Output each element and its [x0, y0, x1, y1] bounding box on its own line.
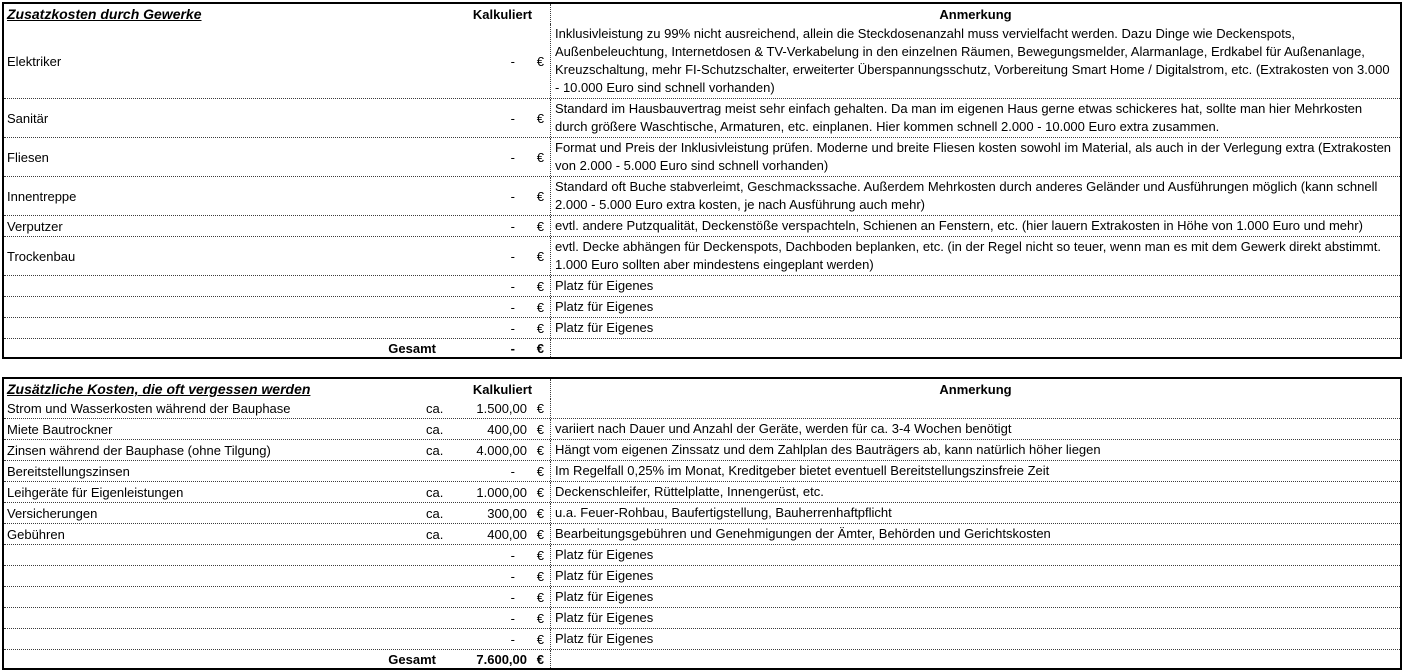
ca-cell[interactable]	[417, 297, 455, 317]
note-text: Platz für Eigenes	[555, 610, 654, 625]
ca-label: ca.	[426, 401, 444, 416]
row-label-cell[interactable]	[4, 216, 417, 236]
amount-cell[interactable]	[455, 440, 550, 460]
note-text: Platz für Eigenes	[555, 589, 654, 604]
ca-cell[interactable]	[417, 545, 455, 565]
note-text: evtl. Decke abhängen für Deckenspots, Dachboden beplanken, etc. (in der Regel nicht so teuer, wenn man es mit dem Gewerk direkt abstimmt. 1.000 Euro sollten aber mindestens eingeplant werden)	[555, 239, 1381, 272]
note-cell[interactable]	[550, 482, 1400, 502]
row-label: Sanitär	[7, 110, 49, 126]
row-label-cell[interactable]	[4, 524, 417, 544]
table-row	[4, 502, 1400, 523]
ca-cell[interactable]	[417, 503, 455, 523]
total-label: Gesamt	[388, 340, 436, 356]
note-text: Bearbeitungsgebühren und Genehmigungen der Ämter, Behörden und Gerichtskosten	[555, 526, 1051, 541]
ca-cell[interactable]	[417, 482, 455, 502]
amount-value: -	[510, 278, 515, 294]
amount-cell[interactable]	[455, 608, 550, 628]
table-row	[4, 98, 1400, 137]
kalkuliert-column-header[interactable]: Kalkuliert	[472, 381, 533, 397]
total-amount-cell[interactable]	[455, 339, 550, 357]
row-label: Zinsen während der Bauphase (ohne Tilgung)	[7, 442, 271, 458]
amount-cell[interactable]	[455, 216, 550, 236]
row-label: Trockenbau	[7, 248, 76, 264]
table-row	[4, 481, 1400, 502]
note-cell[interactable]	[550, 524, 1400, 544]
ca-cell[interactable]	[417, 237, 455, 275]
row-label: Bereitstellungszinsen	[7, 463, 130, 479]
note-cell[interactable]	[550, 318, 1400, 338]
amount-cell[interactable]	[455, 276, 550, 296]
euro-sign: €	[536, 421, 544, 437]
table-row	[4, 399, 1400, 418]
euro-sign: €	[536, 463, 544, 479]
row-label: Gebühren	[7, 526, 65, 542]
euro-sign: €	[536, 547, 544, 563]
ca-cell[interactable]	[417, 276, 455, 296]
amount-value: 1.000,00	[476, 484, 527, 500]
table-row	[4, 460, 1400, 481]
note-cell[interactable]	[550, 503, 1400, 523]
row-label-cell[interactable]	[4, 276, 417, 296]
vergessene-kosten-table	[2, 377, 1402, 670]
amount-cell[interactable]	[455, 419, 550, 439]
note-cell[interactable]	[550, 399, 1400, 418]
anmerkung-column-header[interactable]: Anmerkung	[550, 379, 1400, 399]
note-cell[interactable]	[550, 297, 1400, 317]
euro-sign: €	[536, 149, 544, 165]
amount-cell[interactable]	[455, 399, 550, 418]
note-text: Im Regelfall 0,25% im Monat, Kreditgeber bietet eventuell Bereitstellungszinsfreie Zeit	[555, 463, 1050, 478]
ca-cell[interactable]	[417, 177, 455, 215]
row-label-cell[interactable]	[4, 99, 417, 137]
amount-value: 4.000,00	[476, 442, 527, 458]
table-title-cell[interactable]	[4, 379, 455, 399]
amount-cell[interactable]	[455, 297, 550, 317]
note-cell[interactable]	[550, 276, 1400, 296]
table-row	[4, 296, 1400, 317]
amount-value: -	[510, 248, 515, 264]
row-label-cell[interactable]	[4, 138, 417, 176]
amount-value: -	[510, 299, 515, 315]
row-label-cell[interactable]	[4, 419, 417, 439]
row-label: Miete Bautrockner	[7, 421, 113, 437]
amount-cell[interactable]	[455, 545, 550, 565]
euro-sign: €	[536, 631, 544, 647]
kalkuliert-column-header[interactable]: Kalkuliert	[472, 6, 533, 22]
euro-sign: €	[536, 568, 544, 584]
row-label-cell[interactable]	[4, 237, 417, 275]
amount-cell[interactable]	[455, 237, 550, 275]
amount-value: -	[510, 110, 515, 126]
table-row	[4, 439, 1400, 460]
note-text: Deckenschleifer, Rüttelplatte, Innengerüst, etc.	[555, 484, 824, 499]
note-text: Platz für Eigenes	[555, 299, 654, 314]
total-note-cell[interactable]	[550, 650, 1400, 668]
total-note-cell[interactable]	[550, 339, 1400, 357]
table-row	[4, 565, 1400, 586]
amount-cell[interactable]	[455, 99, 550, 137]
ca-label: ca.	[426, 484, 444, 500]
note-text: Inklusivleistung zu 99% nicht ausreichend, allein die Steckdosenanzahl muss vervielfacht werden. Dazu Dinge wie Deckenspots, Außenbeleuchtung, Internetdosen & TV-Verkabelung in den einzelnen Räumen, Bewegungsmelder, Alarmanlage, Erdkabel für Außenanlage, Kreuzschaltung, mehr FI-Schutzschalter, erweiterter Überspannungsschutz, Vorbereitung Smart Home / Digitalstrom, etc. (Extrakosten von 3.000 - 10.000 Euro sind schnell vorhanden)	[555, 26, 1390, 95]
ca-label: ca.	[426, 505, 444, 521]
row-label-cell[interactable]	[4, 297, 417, 317]
amount-cell[interactable]	[455, 177, 550, 215]
row-label: Versicherungen	[7, 505, 98, 521]
amount-value: -	[510, 218, 515, 234]
euro-sign: €	[536, 188, 544, 204]
amount-value: 400,00	[487, 421, 527, 437]
euro-sign: €	[536, 248, 544, 264]
table-row	[4, 418, 1400, 439]
row-label: Elektriker	[7, 53, 62, 69]
row-label-cell[interactable]	[4, 503, 417, 523]
row-label-cell[interactable]	[4, 399, 417, 418]
euro-sign: €	[536, 484, 544, 500]
note-cell[interactable]	[550, 545, 1400, 565]
amount-value: -	[510, 463, 515, 479]
note-text: Platz für Eigenes	[555, 547, 654, 562]
amount-value: -	[510, 53, 515, 69]
amount-value: 1.500,00	[476, 401, 527, 416]
amount-value: 400,00	[487, 526, 527, 542]
ca-cell[interactable]	[417, 399, 455, 418]
table-row	[4, 275, 1400, 296]
ca-cell[interactable]	[417, 587, 455, 607]
euro-sign: €	[536, 110, 544, 126]
row-label: Fliesen	[7, 149, 49, 165]
row-label-cell[interactable]	[4, 629, 417, 649]
amount-value: -	[510, 568, 515, 584]
total-label: Gesamt	[388, 651, 436, 667]
note-text: Hängt vom eigenen Zinssatz und dem Zahlplan des Bauträgers ab, kann natürlich höher liegen	[555, 442, 1101, 457]
table-row	[4, 544, 1400, 565]
ca-label: ca.	[426, 421, 444, 437]
anmerkung-column-header[interactable]: Anmerkung	[550, 4, 1400, 24]
ca-cell[interactable]	[417, 318, 455, 338]
table-row	[4, 215, 1400, 236]
note-cell[interactable]	[550, 440, 1400, 460]
note-cell[interactable]	[550, 608, 1400, 628]
amount-cell[interactable]	[455, 503, 550, 523]
table-title: Zusätzliche Kosten, die oft vergessen werden	[7, 381, 311, 397]
ca-cell[interactable]	[417, 524, 455, 544]
ca-cell[interactable]	[417, 99, 455, 137]
amount-value: -	[510, 589, 515, 605]
amount-value: -	[510, 188, 515, 204]
note-cell[interactable]	[550, 138, 1400, 176]
row-label-cell[interactable]	[4, 587, 417, 607]
euro-sign: €	[536, 442, 544, 458]
amount-cell[interactable]	[455, 461, 550, 481]
row-label: Leihgeräte für Eigenleistungen	[7, 484, 184, 500]
table-title-cell[interactable]	[4, 4, 455, 24]
total-amount-cell[interactable]	[455, 650, 550, 668]
table-row	[4, 317, 1400, 338]
euro-sign: €	[536, 53, 544, 69]
note-cell[interactable]	[550, 216, 1400, 236]
note-text: Standard oft Buche stabverleimt, Geschmackssache. Außerdem Mehrkosten durch anderes Geländer und Ausführungen möglich (kann schnell 2.000 - 5.000 Euro extra kosten, je nach Ausführung auch mehr)	[555, 179, 1378, 212]
note-text: variiert nach Dauer und Anzahl der Geräte, werden für ca. 3-4 Wochen benötigt	[555, 421, 1012, 436]
total-row	[4, 338, 1400, 357]
ca-cell[interactable]	[417, 216, 455, 236]
table-rows	[4, 399, 1400, 649]
row-label: Verputzer	[7, 218, 63, 234]
ca-label: ca.	[426, 526, 444, 542]
row-label: Strom und Wasserkosten während der Bauphase	[7, 401, 291, 416]
row-label-cell[interactable]	[4, 24, 417, 98]
ca-cell[interactable]	[417, 608, 455, 628]
note-cell[interactable]	[550, 419, 1400, 439]
amount-cell[interactable]	[455, 24, 550, 98]
table-row	[4, 24, 1400, 98]
note-text: Format und Preis der Inklusivleistung prüfen. Moderne und breite Fliesen kosten sowohl im Material, als auch in der Verlegung extra (Extrakosten von 2.000 - 5.000 Euro sind schnell vorhanden)	[555, 140, 1392, 173]
row-label-cell[interactable]	[4, 461, 417, 481]
ca-cell[interactable]	[417, 566, 455, 586]
amount-value: 300,00	[487, 505, 527, 521]
note-text: Platz für Eigenes	[555, 568, 654, 583]
note-cell[interactable]	[550, 587, 1400, 607]
table-header-row	[4, 379, 1400, 399]
table-row	[4, 628, 1400, 649]
amount-cell[interactable]	[455, 566, 550, 586]
row-label-cell[interactable]	[4, 566, 417, 586]
note-cell[interactable]	[550, 24, 1400, 98]
ca-cell[interactable]	[417, 24, 455, 98]
note-cell[interactable]	[550, 566, 1400, 586]
amount-value: -	[510, 320, 515, 336]
note-text: Platz für Eigenes	[555, 631, 654, 646]
row-label-cell[interactable]	[4, 177, 417, 215]
euro-sign: €	[536, 589, 544, 605]
table-row	[4, 586, 1400, 607]
amount-value: -	[510, 610, 515, 626]
ca-cell[interactable]	[417, 629, 455, 649]
euro-sign: €	[536, 299, 544, 315]
ca-cell[interactable]	[417, 440, 455, 460]
table-row	[4, 236, 1400, 275]
table-row	[4, 523, 1400, 544]
euro-sign: €	[536, 651, 544, 667]
euro-sign: €	[536, 218, 544, 234]
note-cell[interactable]	[550, 177, 1400, 215]
euro-sign: €	[536, 505, 544, 521]
row-label-cell[interactable]	[4, 545, 417, 565]
note-text: evtl. andere Putzqualität, Deckenstöße verspachteln, Schienen an Fenstern, etc. (hier lauern Extrakosten in Höhe von 1.000 Euro und mehr)	[555, 218, 1363, 233]
row-label-cell[interactable]	[4, 440, 417, 460]
amount-value: -	[510, 631, 515, 647]
amount-value: -	[510, 547, 515, 563]
note-text: Platz für Eigenes	[555, 320, 654, 335]
table-row	[4, 607, 1400, 628]
ca-cell[interactable]	[417, 419, 455, 439]
amount-cell[interactable]	[455, 318, 550, 338]
amount-cell[interactable]	[455, 482, 550, 502]
euro-sign: €	[536, 320, 544, 336]
amount-cell[interactable]	[455, 524, 550, 544]
note-text: Platz für Eigenes	[555, 278, 654, 293]
ca-cell[interactable]	[417, 461, 455, 481]
amount-cell[interactable]	[455, 138, 550, 176]
row-label-cell[interactable]	[4, 482, 417, 502]
note-cell[interactable]	[550, 629, 1400, 649]
euro-sign: €	[536, 526, 544, 542]
table-title: Zusatzkosten durch Gewerke	[7, 6, 202, 22]
ca-cell[interactable]	[417, 138, 455, 176]
table-rows	[4, 24, 1400, 338]
row-label-cell[interactable]	[4, 608, 417, 628]
note-cell[interactable]	[550, 99, 1400, 137]
table-header-row	[4, 4, 1400, 24]
euro-sign: €	[536, 610, 544, 626]
total-label-cell[interactable]	[4, 339, 455, 357]
table-row	[4, 137, 1400, 176]
table-row	[4, 176, 1400, 215]
note-cell[interactable]	[550, 461, 1400, 481]
note-cell[interactable]	[550, 237, 1400, 275]
total-amount: -	[510, 340, 515, 356]
spreadsheet-area	[2, 2, 1402, 670]
note-text: u.a. Feuer-Rohbau, Baufertigstellung, Bauherrenhaftpflicht	[555, 505, 892, 520]
euro-sign: €	[536, 278, 544, 294]
euro-sign: €	[536, 340, 544, 356]
amount-cell[interactable]	[455, 629, 550, 649]
total-label-cell[interactable]	[4, 650, 455, 668]
ca-label: ca.	[426, 442, 444, 458]
total-amount: 7.600,00	[476, 651, 527, 667]
zusatzkosten-gewerke-table	[2, 2, 1402, 359]
euro-sign: €	[536, 401, 544, 416]
amount-value: -	[510, 149, 515, 165]
amount-cell[interactable]	[455, 587, 550, 607]
row-label: Innentreppe	[7, 188, 77, 204]
row-label-cell[interactable]	[4, 318, 417, 338]
total-row	[4, 649, 1400, 668]
note-text: Standard im Hausbauvertrag meist sehr einfach gehalten. Da man im eigenen Haus gerne etwas schickeres hat, sollte man hier Mehrkosten durch größere Waschtische, Armaturen, etc. einplanen. Hier kommen schnell 2.000 - 10.000 Euro extra zusammen.	[555, 101, 1363, 134]
